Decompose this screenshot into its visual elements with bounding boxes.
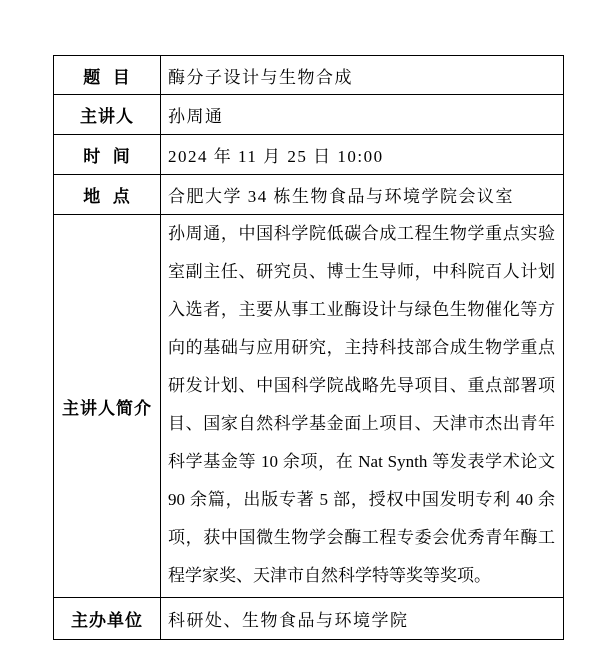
bio-line: 科学基金等 10 余项，在 Nat Synth 等发表学术论文 [168, 452, 555, 471]
speaker-bio-label: 主讲人简介 [54, 215, 161, 598]
bio-line: 入选者，主要从事工业酶设计与绿色生物催化等方 [168, 300, 555, 319]
lecture-info-table [53, 55, 564, 640]
table-row-speaker [54, 95, 564, 135]
time-label: 时 间 [54, 135, 161, 175]
title-label: 题 目 [54, 56, 161, 95]
title-value: 酶分子设计与生物合成 [161, 56, 564, 95]
bio-line: 程学家奖、天津市自然科学特等奖等奖项。 [168, 566, 491, 585]
bio-line: 向的基础与应用研究，主持科技部合成生物学重点 [168, 338, 555, 357]
table-row-title [54, 56, 564, 95]
speaker-bio-value [161, 215, 564, 598]
bio-line: 90 余篇，出版专著 5 部，授权中国发明专利 40 余 [168, 490, 555, 509]
location-label: 地 点 [54, 175, 161, 215]
time-value: 2024 年 11 月 25 日 10:00 [161, 135, 564, 175]
bio-line: 室副主任、研究员、博士生导师，中科院百人计划 [168, 262, 555, 281]
table-row-time [54, 135, 564, 175]
speaker-value: 孙周通 [161, 95, 564, 135]
table-row-location [54, 175, 564, 215]
table-row-organizer [54, 598, 564, 640]
speaker-label: 主讲人 [54, 95, 161, 135]
organizer-label: 主办单位 [54, 598, 161, 640]
bio-line: 项，获中国微生物学会酶工程专委会优秀青年酶工 [168, 528, 555, 547]
bio-line: 研发计划、中国科学院战略先导项目、重点部署项 [168, 376, 555, 395]
organizer-value: 科研处、生物食品与环境学院 [161, 598, 564, 640]
location-value: 合肥大学 34 栋生物食品与环境学院会议室 [161, 175, 564, 215]
table-row-speaker-bio [54, 215, 564, 598]
bio-line: 孙周通，中国科学院低碳合成工程生物学重点实验 [168, 224, 555, 243]
bio-line: 目、国家自然科学基金面上项目、天津市杰出青年 [168, 414, 555, 433]
